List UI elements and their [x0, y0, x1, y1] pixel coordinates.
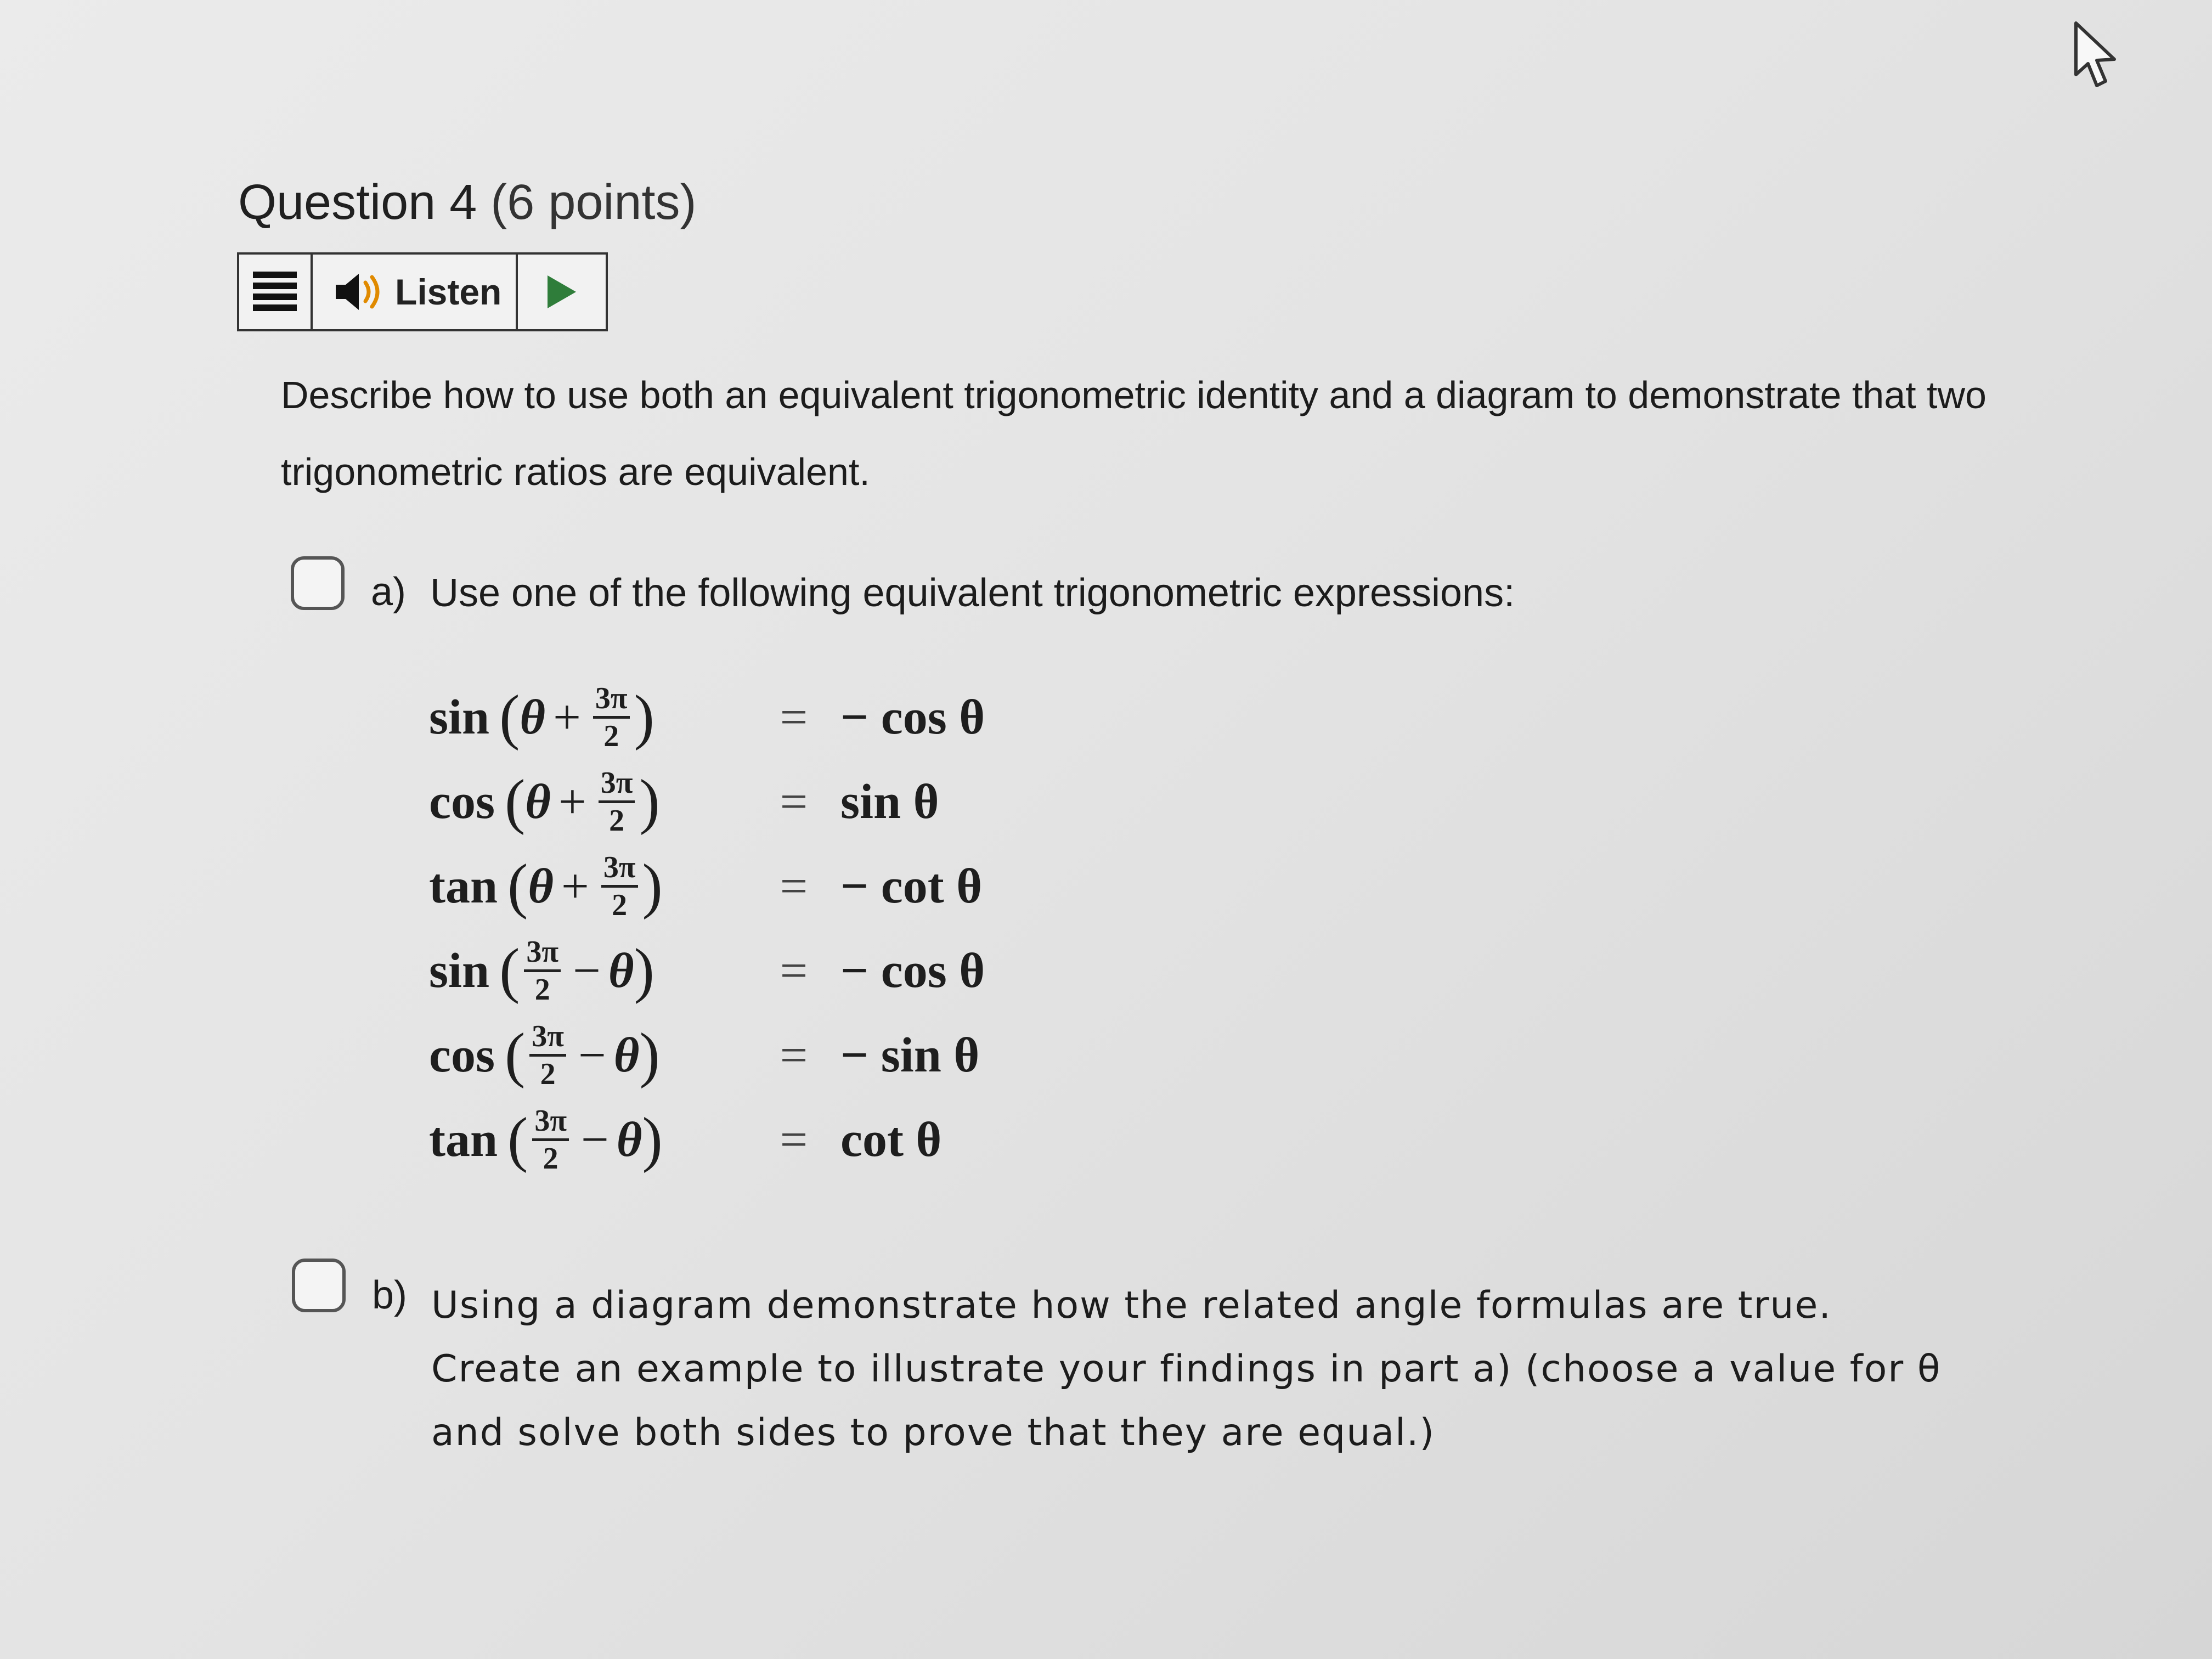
close-paren: ): [642, 1105, 663, 1173]
identity-rhs: − cos θ: [840, 690, 985, 744]
part-a-label: a): [371, 570, 407, 614]
fraction-three-pi-over-two: [529, 1021, 566, 1090]
part-a-text: Use one of the following equivalent trigonometric expressions:: [430, 571, 1515, 615]
equals-sign: =: [780, 859, 808, 913]
menu-icon: [253, 272, 297, 312]
plus-operator: +: [558, 774, 586, 829]
fraction-denominator: 2: [540, 1057, 556, 1091]
theta-symbol: θ: [613, 1028, 640, 1082]
identity-lhs: [429, 852, 747, 921]
fraction-numerator: 3π: [524, 936, 561, 972]
identity-row: [429, 1097, 985, 1182]
fraction-denominator: 2: [534, 972, 550, 1007]
identity-rhs: − cot θ: [840, 859, 983, 913]
identity-lhs: [429, 1105, 747, 1174]
listen-toolbar: [237, 252, 608, 331]
plus-operator: +: [561, 859, 589, 913]
fraction-three-pi-over-two: [532, 1105, 569, 1174]
equals-sign: =: [780, 1028, 808, 1082]
close-paren: ): [642, 852, 663, 920]
part-b-label: b): [372, 1273, 408, 1317]
equals-sign: =: [780, 943, 808, 998]
identity-rhs: − cos θ: [840, 943, 985, 998]
equals-sign: =: [780, 1112, 808, 1167]
fraction-three-pi-over-two: [599, 765, 635, 838]
part-b-text: Using a diagram demonstrate how the related angle formulas are true. Create an example to illustrate your findings in part a) (choose a value for θ and solve both sides to prove that they are equal.): [431, 1284, 1942, 1454]
play-icon: [546, 274, 577, 309]
question-title: [238, 174, 696, 231]
function-name: cos: [429, 774, 495, 829]
fraction-numerator: 3π: [593, 683, 630, 719]
question-prompt: Describe how to use both an equivalent trigonometric identity and a diagram to demonstrate that two trigonometric ratios are equivalent.: [281, 374, 1987, 493]
fraction-numerator: 3π: [529, 1021, 566, 1057]
close-paren: ): [639, 768, 660, 836]
question-points: (6 points): [490, 175, 697, 230]
plus-operator: +: [553, 690, 581, 744]
identity-lhs: [429, 936, 747, 1005]
theta-symbol: θ: [608, 943, 634, 998]
close-paren: ): [639, 1021, 660, 1089]
theta-symbol: θ: [525, 774, 551, 829]
theta-symbol: θ: [520, 690, 546, 744]
part-b-checkbox[interactable]: [292, 1259, 346, 1312]
function-name: sin: [429, 943, 490, 998]
equals-sign: =: [780, 774, 808, 829]
menu-button[interactable]: [239, 255, 313, 329]
fraction-numerator: 3π: [599, 768, 635, 803]
function-name: sin: [429, 690, 490, 744]
fraction-denominator: 2: [603, 719, 619, 753]
minus-operator: −: [581, 1112, 609, 1167]
open-paren: (: [499, 683, 520, 751]
part-a-checkbox[interactable]: [291, 556, 345, 610]
open-paren: (: [507, 1105, 528, 1173]
identity-rhs: − sin θ: [840, 1028, 980, 1082]
fraction-denominator: 2: [543, 1141, 558, 1176]
identity-row: [429, 928, 985, 1013]
speaker-icon: [335, 273, 384, 311]
identity-lhs: [429, 765, 747, 838]
identity-row: [429, 759, 985, 844]
identity-lhs: [429, 1021, 747, 1090]
fraction-three-pi-over-two: [601, 852, 638, 921]
fraction-three-pi-over-two: [593, 683, 630, 752]
equals-sign: =: [780, 690, 808, 744]
minus-operator: −: [573, 943, 601, 998]
play-button[interactable]: [518, 255, 606, 329]
function-name: tan: [429, 859, 498, 913]
fraction-three-pi-over-two: [524, 936, 561, 1005]
fraction-denominator: 2: [612, 888, 628, 922]
mouse-pointer-icon: [2072, 20, 2121, 91]
identity-rhs: cot θ: [840, 1112, 942, 1167]
fraction-numerator: 3π: [601, 852, 638, 888]
identity-row: [429, 844, 985, 928]
fraction-denominator: 2: [609, 803, 625, 838]
identity-row: [429, 1013, 985, 1097]
open-paren: (: [504, 1021, 526, 1089]
question-label: Question 4: [238, 175, 477, 230]
open-paren: (: [504, 768, 526, 836]
minus-operator: −: [578, 1028, 606, 1082]
close-paren: ): [634, 936, 654, 1005]
close-paren: ): [634, 683, 654, 751]
listen-label: Listen: [395, 272, 502, 312]
identity-lhs: [429, 683, 747, 752]
open-paren: (: [507, 852, 528, 920]
listen-button[interactable]: [313, 255, 518, 329]
function-name: cos: [429, 1028, 495, 1082]
theta-symbol: θ: [528, 859, 554, 913]
theta-symbol: θ: [616, 1112, 642, 1167]
identity-rhs: sin θ: [840, 774, 939, 829]
function-name: tan: [429, 1112, 498, 1167]
open-paren: (: [499, 936, 520, 1005]
identity-row: [429, 675, 985, 759]
identity-list: [429, 675, 985, 1182]
fraction-numerator: 3π: [532, 1105, 569, 1141]
